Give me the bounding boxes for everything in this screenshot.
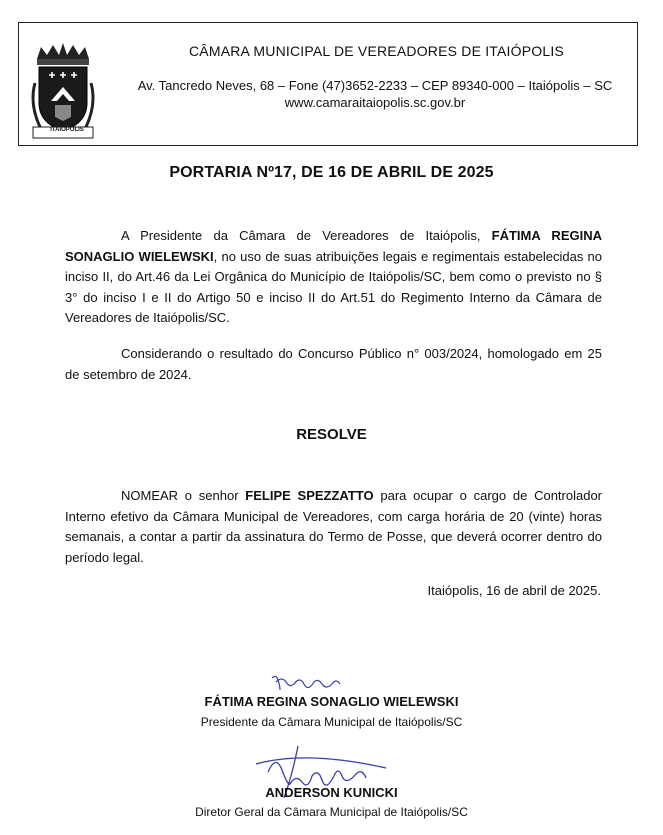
signer-name: FÁTIMA REGINA SONAGLIO WIELEWSKI	[204, 694, 459, 709]
appointee-name: FELIPE SPEZZATTO	[245, 488, 374, 503]
place-and-date: Itaiópolis, 16 de abril de 2025.	[427, 583, 601, 598]
paragraph-appointment	[65, 486, 602, 568]
signer-role: Diretor Geral da Câmara Municipal de Itaiópolis/SC	[195, 805, 468, 819]
chamber-address	[115, 77, 635, 111]
preamble-text-start: A Presidente da Câmara de Vereadores de Itaiópolis,	[121, 228, 492, 243]
coat-of-arms-icon	[29, 43, 97, 139]
president-signature	[250, 670, 380, 696]
paragraph-preamble	[65, 226, 602, 329]
paragraph-considering: Considerando o resultado do Concurso Público n° 003/2024, homologado em 25 de setembro de 2024.	[65, 346, 602, 382]
appointment-text-end: para ocupar o cargo de Controlador Interno efetivo da Câmara Municipal de Vereadores, com carga horária de 20 (vinte) horas semanais, a contar a partir da assinatura do Termo de Posse, que deverá ocorrer dentro do período legal.	[65, 488, 603, 565]
letterhead	[18, 22, 638, 146]
resolve-heading: RESOLVE	[296, 426, 367, 443]
address-line: Av. Tancredo Neves, 68 – Fone (47)3652-2233 – CEP 89340-000 – Itaiópolis – SC	[137, 78, 613, 93]
ordinance-title: PORTARIA Nº17, DE 16 DE ABRIL DE 2025	[169, 164, 494, 181]
crest-banner-text: ITAIÓPOLIS	[50, 127, 84, 133]
website-link[interactable]: www.camaraitaiopolis.sc.gov.br	[284, 95, 466, 110]
signer-name: ANDERSON KUNICKI	[265, 785, 398, 800]
president-name: FÁTIMA REGINA SONAGLIO WIELEWSKI	[65, 228, 602, 264]
signer-role: Presidente da Câmara Municipal de Itaiópolis/SC	[200, 715, 463, 729]
appointment-text-start: NOMEAR o senhor	[121, 488, 246, 503]
chamber-name: CÂMARA MUNICIPAL DE VEREADORES DE ITAIÓPOLIS	[189, 43, 564, 59]
preamble-text-end: , no uso de suas atribuições legais e regimentais estabelecidas no inciso II, do Art.46 da Lei Orgânica do Município de Itaiópolis/SC, bem como o previsto no § 3° do inciso I e II do Artigo 50 e inciso II do Art.51 do Regimento Interno da Câmara de Vereadores de Itaiópolis/SC.	[65, 248, 602, 325]
